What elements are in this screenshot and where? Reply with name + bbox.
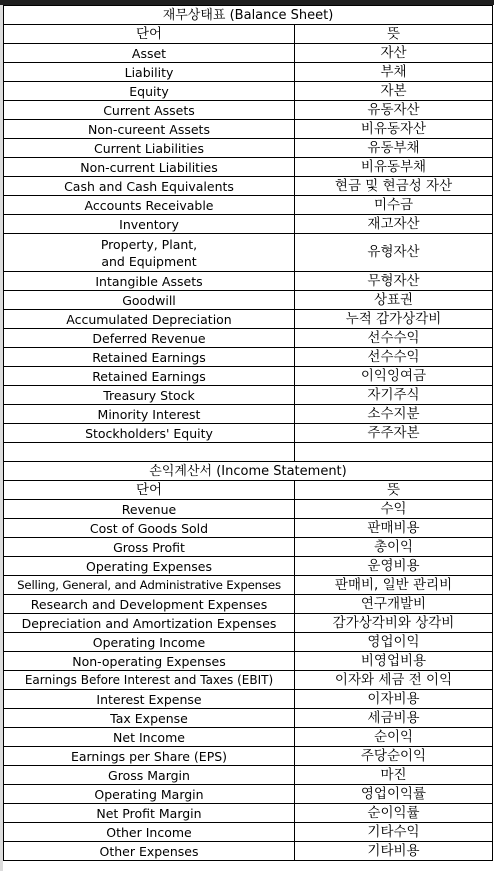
- table-row: [4, 728, 493, 747]
- term-cell[interactable]: Operating Income: [4, 633, 295, 652]
- term-cell[interactable]: Current Assets: [4, 101, 295, 120]
- term-cell[interactable]: Other Income: [4, 823, 295, 842]
- table-row: [4, 519, 493, 538]
- term-cell[interactable]: Liability: [4, 63, 295, 82]
- meaning-cell[interactable]: 선수수익: [295, 329, 493, 348]
- term-cell[interactable]: Operating Expenses: [4, 557, 295, 576]
- meaning-cell[interactable]: 부채: [295, 63, 493, 82]
- term-cell[interactable]: Revenue: [4, 500, 295, 519]
- table-row: [4, 671, 493, 690]
- table-row: [4, 823, 493, 842]
- meaning-cell[interactable]: 운영비용: [295, 557, 493, 576]
- term-cell[interactable]: Treasury Stock: [4, 386, 295, 405]
- meaning-cell[interactable]: 비유동자산: [295, 120, 493, 139]
- table-row: [4, 101, 493, 120]
- term-cell[interactable]: [4, 234, 295, 272]
- term-cell[interactable]: Cost of Goods Sold: [4, 519, 295, 538]
- table-row: [4, 576, 493, 595]
- meaning-cell[interactable]: 판매비용: [295, 519, 493, 538]
- term-line-1: Property, Plant,: [100, 236, 198, 252]
- table-row: [4, 177, 493, 196]
- vocabulary-table: [3, 5, 493, 861]
- table-row: [4, 44, 493, 63]
- meaning-cell[interactable]: 상표권: [295, 291, 493, 310]
- balance-sheet-title-row: [4, 6, 493, 25]
- term-cell[interactable]: Goodwill: [4, 291, 295, 310]
- meaning-cell[interactable]: 순이익률: [295, 804, 493, 823]
- term-cell[interactable]: Inventory: [4, 215, 295, 234]
- term-cell[interactable]: Earnings Before Interest and Taxes (EBIT): [4, 671, 295, 690]
- meaning-cell[interactable]: 미수금: [295, 196, 493, 215]
- table-row: [4, 272, 493, 291]
- table-row: [4, 158, 493, 177]
- meaning-cell[interactable]: 소수지분: [295, 405, 493, 424]
- table-row: [4, 747, 493, 766]
- term-cell[interactable]: Tax Expense: [4, 709, 295, 728]
- meaning-cell[interactable]: 비유동부채: [295, 158, 493, 177]
- meaning-cell[interactable]: 선수수익: [295, 348, 493, 367]
- term-cell[interactable]: Equity: [4, 82, 295, 101]
- table-row: [4, 196, 493, 215]
- term-cell[interactable]: Retained Earnings: [4, 367, 295, 386]
- term-cell[interactable]: Depreciation and Amortization Expenses: [4, 614, 295, 633]
- balance-sheet-header-row: [4, 25, 493, 44]
- meaning-cell[interactable]: 기타수익: [295, 823, 493, 842]
- meaning-cell[interactable]: 수익: [295, 500, 493, 519]
- term-cell[interactable]: Accounts Receivable: [4, 196, 295, 215]
- meaning-cell[interactable]: 유동자산: [295, 101, 493, 120]
- table-row: [4, 367, 493, 386]
- empty-cell[interactable]: [295, 443, 493, 462]
- table-row: [4, 120, 493, 139]
- meaning-cell[interactable]: 자기주식: [295, 386, 493, 405]
- term-line-2: and Equipment: [101, 253, 197, 269]
- meaning-cell[interactable]: 주당순이익: [295, 747, 493, 766]
- table-row: [4, 785, 493, 804]
- table-row: [4, 766, 493, 785]
- term-cell[interactable]: Non-cureent Assets: [4, 120, 295, 139]
- term-cell[interactable]: Non-current Liabilities: [4, 158, 295, 177]
- table-row: [4, 709, 493, 728]
- meaning-cell[interactable]: 자본: [295, 82, 493, 101]
- term-cell[interactable]: Intangible Assets: [4, 272, 295, 291]
- meaning-cell[interactable]: 누적 감가상각비: [295, 310, 493, 329]
- meaning-cell[interactable]: 세금비용: [295, 709, 493, 728]
- table-row: [4, 614, 493, 633]
- empty-row: [4, 443, 493, 462]
- meaning-cell[interactable]: 연구개발비: [295, 595, 493, 614]
- meaning-cell[interactable]: 이자비용: [295, 690, 493, 709]
- table-row: [4, 310, 493, 329]
- meaning-cell[interactable]: 현금 및 현금성 자산: [295, 177, 493, 196]
- table-row: [4, 348, 493, 367]
- meaning-cell[interactable]: 판매비, 일반 관리비: [295, 576, 493, 595]
- term-cell[interactable]: Cash and Cash Equivalents: [4, 177, 295, 196]
- meaning-cell[interactable]: 주주자본: [295, 424, 493, 443]
- term-cell[interactable]: Interest Expense: [4, 690, 295, 709]
- term-cell[interactable]: Selling, General, and Administrative Expenses: [4, 576, 295, 595]
- meaning-cell[interactable]: 영업이익률: [295, 785, 493, 804]
- balance-sheet-title[interactable]: 재무상태표 (Balance Sheet): [4, 6, 493, 25]
- term-cell[interactable]: Operating Margin: [4, 785, 295, 804]
- term-cell[interactable]: Net Profit Margin: [4, 804, 295, 823]
- table-row: [4, 386, 493, 405]
- term-cell[interactable]: Research and Development Expenses: [4, 595, 295, 614]
- table-row: [4, 215, 493, 234]
- term-cell[interactable]: Gross Margin: [4, 766, 295, 785]
- table-row: [4, 538, 493, 557]
- meaning-cell[interactable]: 재고자산: [295, 215, 493, 234]
- table-row: [4, 557, 493, 576]
- spreadsheet-grid: [3, 5, 494, 861]
- term-cell[interactable]: Stockholders' Equity: [4, 424, 295, 443]
- meaning-cell[interactable]: 유동부채: [295, 139, 493, 158]
- table-row: [4, 329, 493, 348]
- meaning-header-cell[interactable]: 뜻: [295, 481, 493, 500]
- term-cell[interactable]: Other Expenses: [4, 842, 295, 861]
- meaning-cell[interactable]: 감가상각비와 상각비: [295, 614, 493, 633]
- term-cell[interactable]: Net Income: [4, 728, 295, 747]
- term-cell[interactable]: Accumulated Depreciation: [4, 310, 295, 329]
- table-row: [4, 595, 493, 614]
- term-cell[interactable]: Minority Interest: [4, 405, 295, 424]
- empty-cell[interactable]: [4, 443, 295, 462]
- table-row: [4, 405, 493, 424]
- table-row: [4, 139, 493, 158]
- term-cell[interactable]: Deferred Revenue: [4, 329, 295, 348]
- meaning-cell[interactable]: 자산: [295, 44, 493, 63]
- meaning-cell[interactable]: 총이익: [295, 538, 493, 557]
- meaning-cell[interactable]: 순이익: [295, 728, 493, 747]
- table-row: [4, 82, 493, 101]
- income-statement-title-row: [4, 462, 493, 481]
- income-statement-title[interactable]: 손익계산서 (Income Statement): [4, 462, 493, 481]
- meaning-cell[interactable]: 비영업비용: [295, 652, 493, 671]
- table-row: [4, 63, 493, 82]
- term-cell[interactable]: Asset: [4, 44, 295, 63]
- meaning-cell[interactable]: 이익잉여금: [295, 367, 493, 386]
- term-cell[interactable]: Non-operating Expenses: [4, 652, 295, 671]
- term-cell[interactable]: Earnings per Share (EPS): [4, 747, 295, 766]
- table-row: [4, 291, 493, 310]
- meaning-header-cell[interactable]: 뜻: [295, 25, 493, 44]
- table-row: [4, 633, 493, 652]
- meaning-cell[interactable]: 유형자산: [295, 234, 493, 272]
- term-header-cell[interactable]: 단어: [4, 481, 295, 500]
- meaning-cell[interactable]: 무형자산: [295, 272, 493, 291]
- table-row: [4, 842, 493, 861]
- table-row: [4, 804, 493, 823]
- meaning-cell[interactable]: 기타비용: [295, 842, 493, 861]
- income-statement-header-row: [4, 481, 493, 500]
- term-cell[interactable]: Retained Earnings: [4, 348, 295, 367]
- table-row: [4, 234, 493, 272]
- term-cell[interactable]: Current Liabilities: [4, 139, 295, 158]
- term-cell[interactable]: Gross Profit: [4, 538, 295, 557]
- term-header-cell[interactable]: 단어: [4, 25, 295, 44]
- meaning-cell[interactable]: 영업이익: [295, 633, 493, 652]
- table-row: [4, 652, 493, 671]
- meaning-cell[interactable]: 마진: [295, 766, 493, 785]
- table-row: [4, 424, 493, 443]
- table-row: [4, 500, 493, 519]
- table-row: [4, 690, 493, 709]
- meaning-cell[interactable]: 이자와 세금 전 이익: [295, 671, 493, 690]
